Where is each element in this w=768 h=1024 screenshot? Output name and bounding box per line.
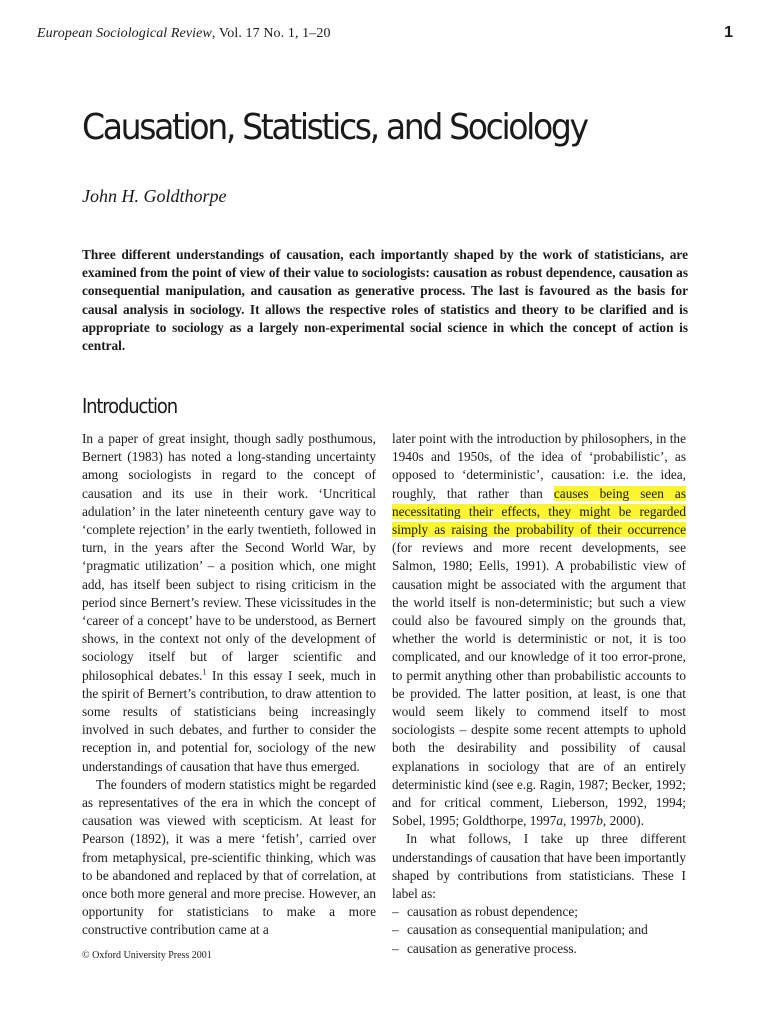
article-abstract: Three different understandings of causation, each importantly shaped by the work of statisticians, are examined from the point of view of their value to sociologists: causation as robust dependence, causation as consequential manipulation, and causation as generative process. The last is favoured as the basis for causal analysis in sociology. It allows the respective roles of statistics and theory to be clarified and is appropriate to sociology as a largely non-experimental social science in which the concept of action is central. <box>82 247 688 354</box>
list-item: – causation as generative process. <box>392 940 686 958</box>
paragraph-text: In a paper of great insight, though sadly posthumous, Bernert (1983) has noted a long-standing uncertainty among sociologists in regard to the concept of causation and its use in their work. ‘Uncritical adulation’ in the later nineteenth century gave way to ‘complete rejection’ in the early twentieth, followed in turn, in the years after the Second World War, by ‘pragmatic utilization’ – a position which, one might add, has itself been subject to rising criticism in the period since Bernert’s review. These vicissitudes in the ‘career of a concept’ have to be understood, as Bernert shows, in the context not only of the development of sociology itself but of larger scientific and philosophical debates. <box>82 431 376 683</box>
journal-citation: , Vol. 17 No. 1, 1–20 <box>211 26 331 41</box>
paragraph <box>392 430 686 830</box>
reference-letter: a <box>556 813 564 829</box>
copyright-footer: © Oxford University Press 2001 <box>82 950 212 961</box>
list-item: – causation as consequential manipulation; and <box>392 921 686 939</box>
body-column-right <box>392 430 686 958</box>
paragraph-text: In this essay I seek, much in the spirit of Bernert’s contribution, to draw attention to some results of statisticians being increasingly involved in such debates, and further to consider the reception in, and potential for, sociology of the new understandings of causation that have thus emerged. <box>82 667 377 774</box>
section-heading-introduction: Introduction <box>82 394 177 418</box>
body-column-left <box>82 430 376 940</box>
journal-name: European Sociological Review <box>37 26 212 41</box>
highlighted-text[interactable]: causes being seen as necessitating their effects, they might be regarded simply as raising the probability of their occurrence <box>392 485 687 538</box>
reference-letter: b <box>596 813 603 829</box>
paragraph-text: , 1997 <box>563 813 597 829</box>
causation-list <box>392 903 686 958</box>
paragraph-text: (for reviews and more recent developments, see Salmon, 1980; Eells, 1991). A probabilistic view of causation might be associated with the argument that the world itself is non-deterministic; but such a view could also be favoured simply on the grounds that, whether the world is deterministic or not, it is too complicated, and our knowledge of it too error-prone, to permit anything other than probabilistic accounts to be provided. The latter position, at least, is one that would seem likely to commend itself to most sociologists – despite some recent attempts to uphold both the desirability and possibility of causal explanations in sociology that are of an entirely deterministic kind (see e.g. Ragin, 1987; Becker, 1992; and for critical comment, Lieberson, 1992, 1994; Sobel, 1995; Goldthorpe, 1997 <box>392 540 686 829</box>
running-head <box>37 26 331 42</box>
page-number: 1 <box>724 24 733 41</box>
list-item: – causation as robust dependence; <box>392 903 686 921</box>
paragraph: In what follows, I take up three different understandings of causation that have been importantly shaped by contributions from statisticians. These I label as: <box>392 831 686 902</box>
paragraph <box>82 430 376 776</box>
paragraph: The founders of modern statistics might be regarded as representatives of the era in which the concept of causation was viewed with scepticism. At least for Pearson (1892), it was a mere ‘fetish’, carried over from metaphysical, pre-scientific thinking, which was to be abandoned and replaced by that of correlation, at once both more general and more precise. However, an opportunity for statisticians to make a more constructive contribution came at a <box>82 776 376 938</box>
footnote-ref[interactable]: 1 <box>202 667 207 677</box>
article-title: Causation, Statistics, and Sociology <box>82 107 587 148</box>
article-author: John H. Goldthorpe <box>82 186 227 206</box>
paragraph-text: , 2000). <box>602 813 644 829</box>
paragraph-text: later point with the introduction by philosophers, in the 1940s and 1950s, of the idea of ‘probabilistic’, as opposed to ‘deterministic’, causation: i.e. the idea, roughly, that rather than <box>392 431 686 501</box>
